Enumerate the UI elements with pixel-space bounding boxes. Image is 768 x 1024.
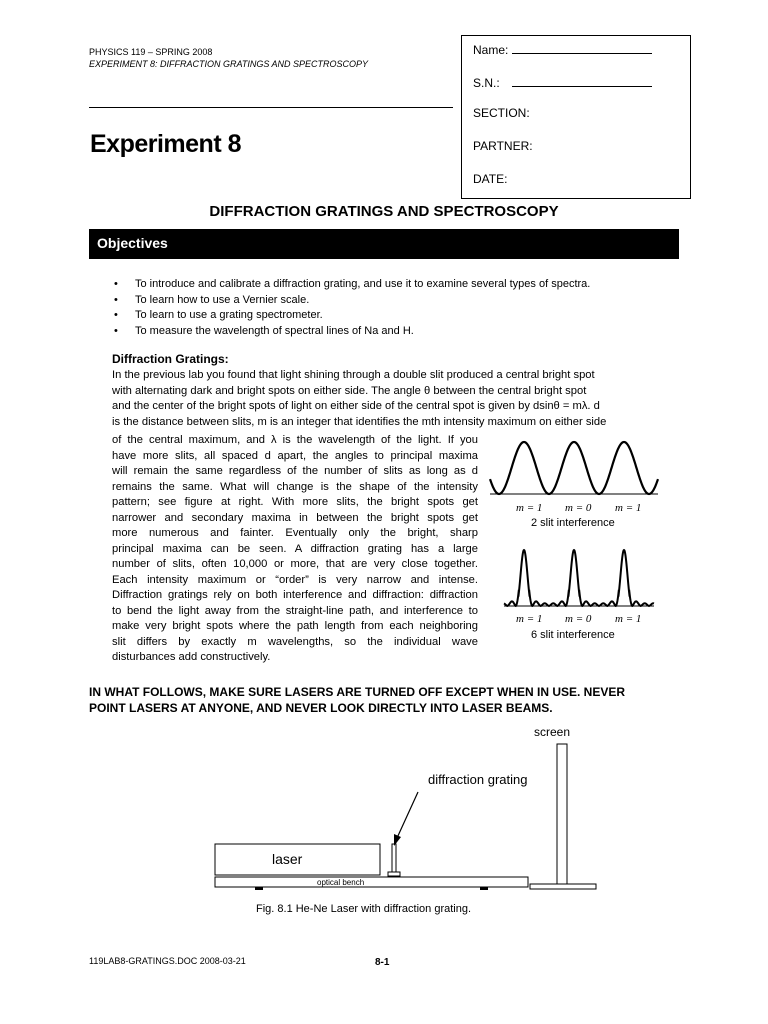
paragraph-line: make very bright spots where the path length from each neighboring <box>112 620 478 632</box>
bench-foot <box>255 887 263 890</box>
grating-holder <box>392 844 396 872</box>
header-divider <box>89 107 453 108</box>
laser-setup-figure <box>200 720 620 900</box>
paragraph-line: number of slits, often 10,000 or more, that are very close together. <box>112 558 478 570</box>
six-slit-label-left: m = 1 <box>516 613 543 625</box>
two-slit-caption: 2 slit interference <box>531 517 615 529</box>
course-header: PHYSICS 119 – SPRING 2008 <box>89 47 213 57</box>
grating-label: diffraction grating <box>428 772 528 787</box>
sn-row <box>473 74 652 90</box>
page-title: Experiment 8 <box>90 130 242 158</box>
date-label: DATE: <box>473 172 508 186</box>
two-slit-label-center: m = 0 <box>565 502 592 514</box>
six-slit-pattern <box>504 550 654 641</box>
figure-caption: Fig. 8.1 He-Ne Laser with diffraction grating. <box>256 903 472 915</box>
page-number: 8-1 <box>375 957 390 968</box>
objective-item: • To measure the wavelength of spectral lines of Na and H. <box>112 324 590 340</box>
paragraph-line: In the previous lab you found that light shining through a double slit produced a central bright spot <box>112 369 595 381</box>
paragraph-line: of the central maximum, and λ is the wavelength of the light. If you <box>112 434 478 446</box>
diffraction-paragraph-full <box>112 368 680 430</box>
warning-line: IN WHAT FOLLOWS, MAKE SURE LASERS ARE TURNED OFF EXCEPT WHEN IN USE. NEVER <box>89 685 626 699</box>
screen-post <box>557 744 567 884</box>
paragraph-line: with alternating dark and bright spots on either side. The angle θ between the central bright spot <box>112 384 587 397</box>
name-row <box>473 41 652 57</box>
grating-base <box>388 872 400 876</box>
optical-bench <box>215 877 528 887</box>
paragraph-line: remains the same. What will change is the shape of the intensity <box>112 480 478 493</box>
six-slit-label-center: m = 0 <box>565 613 592 625</box>
six-slit-intensity-curve <box>504 550 654 606</box>
partner-label: PARTNER: <box>473 139 533 153</box>
interference-figures <box>486 436 676 646</box>
laser-label: laser <box>272 851 303 867</box>
paragraph-line: will remain the same regardless of the number of slits as long as d <box>112 465 478 477</box>
name-field[interactable] <box>512 41 652 54</box>
laser-warning <box>89 684 625 716</box>
paragraph-line: have more slits, all spaced d apart, the angles to principal maxima <box>112 449 478 462</box>
grating-arrow-head <box>394 834 401 846</box>
paragraph-line: principal maxima can be seen. A diffraction grating has a large <box>112 542 478 555</box>
experiment-subheader: EXPERIMENT 8: DIFFRACTION GRATINGS AND SPECTROSCOPY <box>89 59 369 69</box>
paragraph-line: and the center of the bright spots of light on either side of the central spot is given by dsinθ = mλ. d <box>112 400 600 412</box>
paragraph-line: narrower and secondary maxima in between the bright spots get <box>112 511 478 524</box>
paragraph-line: pattern; see figure at right. With more slits, the bright spots get <box>112 496 478 508</box>
paragraph-line: is the distance between slits, m is an integer that identifies the mth intensity maximum on either side <box>112 415 607 428</box>
warning-line: POINT LASERS AT ANYONE, AND NEVER LOOK DIRECTLY INTO LASER BEAMS. <box>89 701 553 715</box>
screen-base <box>530 884 596 889</box>
optical-bench-label: optical bench <box>317 878 365 887</box>
paragraph-line: Diffraction gratings rely on both interference and diffraction: diffraction <box>112 589 478 601</box>
objectives-bar <box>89 229 679 259</box>
document-title: DIFFRACTION GRATINGS AND SPECTROSCOPY <box>209 203 559 220</box>
objective-item: • To learn to use a grating spectrometer. <box>112 308 590 324</box>
six-slit-label-right: m = 1 <box>615 613 642 625</box>
name-label: Name: <box>473 43 509 57</box>
sn-field[interactable] <box>512 74 652 87</box>
two-slit-pattern <box>490 442 658 529</box>
footer-filename: 119LAB8-GRATINGS.DOC 2008-03-21 <box>89 956 246 966</box>
student-info-box <box>461 35 691 199</box>
paragraph-line: more numerous and fainter. Eventually only the bright, sharp <box>112 527 478 539</box>
section-label: SECTION: <box>473 106 530 120</box>
sn-label: S.N.: <box>473 76 500 90</box>
paragraph-line: slit differs by exactly m wavelengths, so the individual wave <box>112 635 478 648</box>
screen-label: screen <box>534 725 571 739</box>
objective-item: • To introduce and calibrate a diffraction grating, and use it to examine several types of spectra. <box>112 277 590 293</box>
diffraction-heading: Diffraction Gratings: <box>112 352 229 366</box>
paragraph-line: Each intensity maximum or “order” is very narrow and intense. <box>112 573 478 586</box>
objectives-heading: Objectives <box>97 235 168 251</box>
two-slit-label-right: m = 1 <box>615 502 642 514</box>
six-slit-caption: 6 slit interference <box>531 629 615 641</box>
diffraction-paragraph-narrow <box>112 433 478 666</box>
grating-arrow-line <box>397 792 418 838</box>
objective-item: • To learn how to use a Vernier scale. <box>112 293 590 309</box>
objectives-list <box>112 277 590 339</box>
paragraph-line: to bend the light away from the straight-line path, and interference to <box>112 604 478 617</box>
bench-foot <box>480 887 488 890</box>
paragraph-line: disturbances add constructively. <box>112 651 271 663</box>
two-slit-intensity-curve <box>490 442 658 494</box>
two-slit-label-left: m = 1 <box>516 502 543 514</box>
